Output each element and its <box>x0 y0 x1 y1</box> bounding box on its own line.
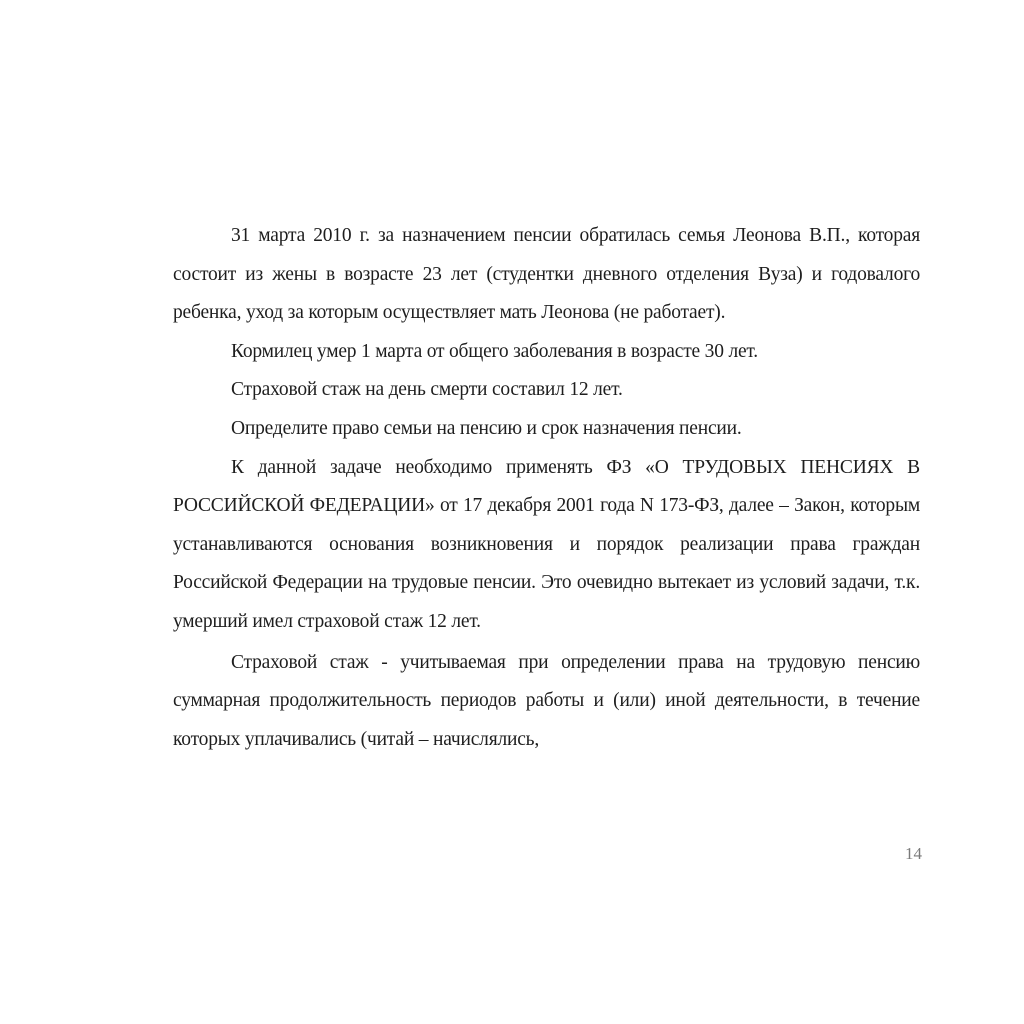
page-number: 14 <box>905 844 922 863</box>
paragraph-pension-application: 31 марта 2010 г. за назначением пенсии обратилась семья Леонова В.П., которая состоит из жены в возрасте 23 лет (студентки дневного отделения Вуза) и годовалого ребенка, уход за которым осуществляет мать Леонова (не работает). <box>173 225 920 324</box>
paragraph-insurance-record: Страховой стаж на день смерти составил 12 лет. <box>231 379 623 401</box>
paragraph-task-question: Определите право семьи на пенсию и срок назначения пенсии. <box>231 417 742 439</box>
paragraph-applicable-law: К данной задаче необходимо применять ФЗ «О ТРУДОВЫХ ПЕНСИЯХ В РОССИЙСКОЙ ФЕДЕРАЦИИ» от 17 декабря 2001 года N 173-ФЗ, далее – Закон, которым устанавливаются основания возникновения и порядок реализации права граждан Российской Федерации на трудовые пенсии. Это очевидно вытекает из условий задачи, т.к. умерший имел страховой стаж 12 лет. <box>173 456 920 632</box>
paragraph-insurance-definition: Страховой стаж - учитываемая при определении права на трудовую пенсию суммарная продолжительность периодов работы и (или) иной деятельности, в течение которых уплачивались (читай – начислялись, <box>173 651 920 750</box>
paragraph-breadwinner-death: Кормилец умер 1 марта от общего заболевания в возрасте 30 лет. <box>231 340 758 362</box>
document-body <box>173 217 920 759</box>
